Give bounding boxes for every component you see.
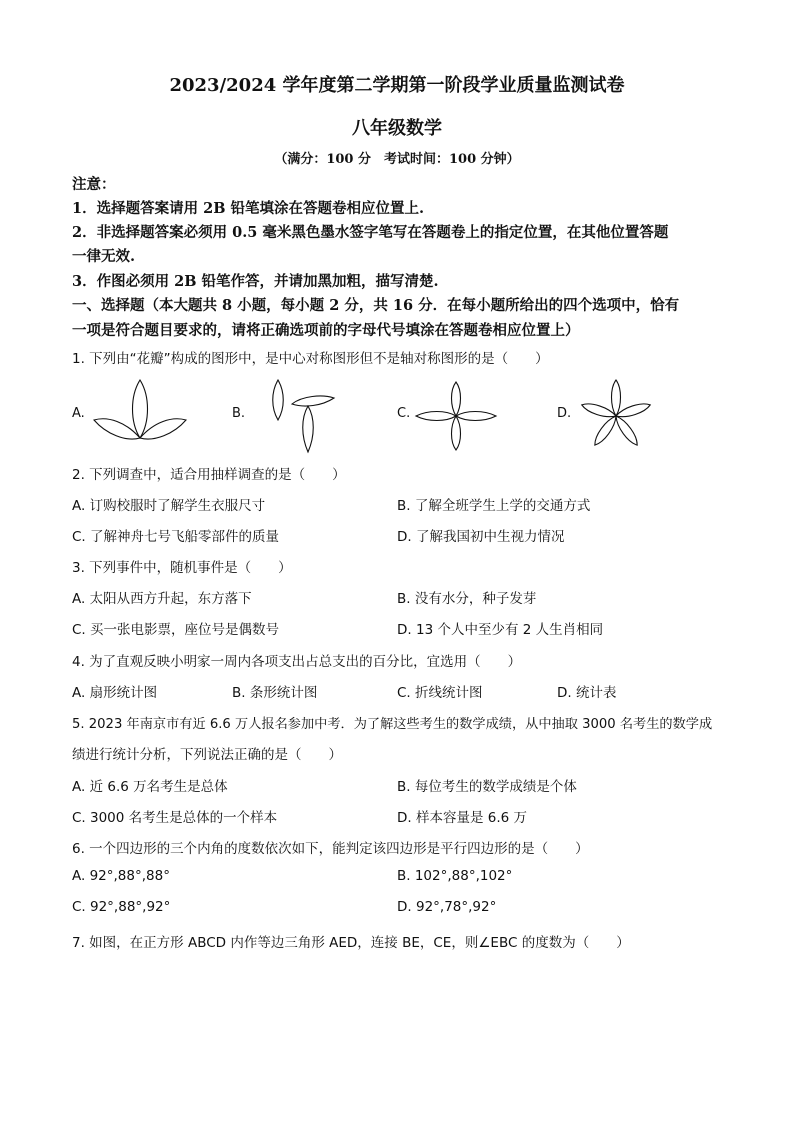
question-2-stem: 2. 下列调查中，适合用抽样调查的是（ ） (72, 467, 346, 483)
question-3-option-d: D. 13 个人中至少有 2 人生肖相同 (397, 622, 604, 638)
question-5-option-d: D. 样本容量是 6.6 万 (397, 810, 528, 826)
question-2-option-a: A. 订购校服时了解学生衣服尺寸 (72, 498, 266, 514)
question-5-option-c: C. 3000 名考生是总体的一个样本 (72, 810, 278, 826)
question-3-option-a: A. 太阳从西方升起，东方落下 (72, 591, 252, 607)
question-6-option-b: B. 102°,88°,102° (397, 868, 513, 884)
question-3-stem: 3. 下列事件中，随机事件是（ ） (72, 560, 292, 576)
question-5-stem-line-1: 5. 2023 年南京市有近 6.6 万人报名参加中考．为了解这些考生的数学成绩，从中抽取 3000 名考生的数学成 (72, 717, 713, 732)
question-4-option-d: D. 统计表 (557, 685, 617, 701)
question-1-option-a-label: A. (72, 406, 85, 421)
question-1-option-b-label: B. (232, 406, 246, 421)
question-5-stem-line-2: 绩进行统计分析，下列说法正确的是（ ） (72, 747, 342, 763)
flower-a-figure (92, 376, 188, 442)
question-5-option-b: B. 每位考生的数学成绩是个体 (397, 779, 577, 795)
question-5-option-a: A. 近 6.6 万名考生是总体 (72, 779, 228, 795)
question-6-stem: 6. 一个四边形的三个内角的度数依次如下，能判定该四边形是平行四边形的是（ ） (72, 841, 589, 857)
question-6-option-c: C. 92°,88°,92° (72, 899, 171, 915)
question-7-stem: 7. 如图，在正方形 ABCD 内作等边三角形 AED，连接 BE，CE，则∠EBC 的度数为（ ） (72, 935, 630, 951)
question-1-option-d-label: D. (557, 406, 572, 421)
question-2-option-d: D. 了解我国初中生视力情况 (397, 529, 565, 545)
question-2-option-b: B. 了解全班学生上学的交通方式 (397, 498, 591, 514)
section-1-heading-line-2: 一项是符合题目要求的，请将正确选项前的字母代号填涂在答题卷相应位置上） (72, 322, 580, 339)
notes-heading: 注意： (72, 176, 116, 193)
question-1-stem: 1. 下列由“花瓣”构成的图形中，是中心对称图形但不是轴对称图形的是（ ） (72, 351, 549, 367)
question-3-option-b: B. 没有水分，种子发芽 (397, 591, 537, 607)
flower-b-figure (250, 376, 356, 456)
question-3-option-c: C. 买一张电影票，座位号是偶数号 (72, 622, 280, 638)
flower-c-figure (414, 380, 498, 452)
exam-title: 2023/2024 学年度第二学期第一阶段学业质量监测试卷 (169, 75, 625, 96)
exam-info: （满分：100 分 考试时间：100 分钟） (274, 152, 520, 167)
note-2-line-1: 2．非选择题答案必须用 0.5 毫米黑色墨水签字笔写在答题卷上的指定位置，在其他位置答题 (72, 224, 669, 241)
question-2-option-c: C. 了解神舟七号飞船零部件的质量 (72, 529, 280, 545)
question-4-option-c: C. 折线统计图 (397, 685, 483, 701)
question-4-stem: 4. 为了直观反映小明家一周内各项支出占总支出的百分比，宜选用（ ） (72, 654, 522, 670)
question-6-option-d: D. 92°,78°,92° (397, 899, 497, 915)
question-4-option-b: B. 条形统计图 (232, 685, 318, 701)
question-4-option-a: A. 扇形统计图 (72, 685, 158, 701)
flower-d-figure (574, 376, 658, 452)
question-6-option-a: A. 92°,88°,88° (72, 868, 170, 884)
note-3: 3．作图必须用 2B 铅笔作答，并请加黑加粗，描写清楚. (72, 273, 439, 290)
exam-subtitle: 八年级数学 (352, 118, 442, 139)
section-1-heading-line-1: 一、选择题（本大题共 8 小题，每小题 2 分，共 16 分．在每小题所给出的四个选项中，恰有 (72, 297, 680, 314)
note-2-line-2: 一律无效. (72, 248, 136, 265)
note-1: 1．选择题答案请用 2B 铅笔填涂在答题卷相应位置上. (72, 200, 425, 217)
question-1-option-c-label: C. (397, 406, 411, 421)
